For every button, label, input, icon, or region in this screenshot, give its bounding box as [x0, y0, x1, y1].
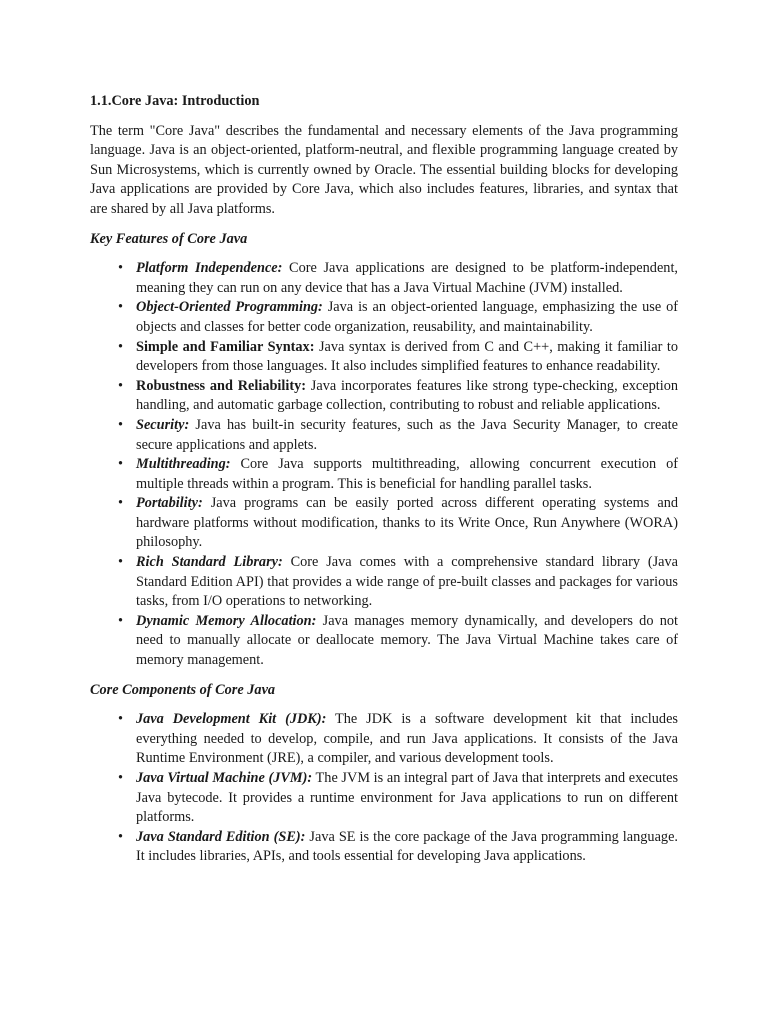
bullet-icon: • [118, 299, 124, 316]
list-item: • Java Virtual Machine (JVM): The JVM is an integral part of Java that interprets and executes Java bytecode. It provides a runtime environment for Java applications to run on different platforms. [118, 770, 679, 826]
bullet-icon: • [118, 416, 124, 433]
bullet-icon: • [118, 770, 124, 786]
list-item: • Security: Java has built-in security features, such as the Java Security Manager, to create secure applications and applets. [118, 416, 678, 453]
list-item: • Dynamic Memory Allocation: Java manages memory dynamically, and developers do not need to manually allocate or deallocate memory. The Java Virtual Machine takes care of memory management. [118, 612, 678, 669]
intro-paragraph: The term "Core Java" describes the fundamental and necessary elements of the Java programming language. Java is an object-oriented, platform-neutral, and flexible programming language created by Sun Microsystems, which is currently owned by Oracle. The essential building blocks for developing Java applications are provided by Core Java, which also includes features, libraries, and syntax that are shared by all Java platforms. [90, 122, 678, 217]
list-item: • Rich Standard Library: Core Java comes with a comprehensive standard library (Java Standard Edition API) that provides a wide range of pre-built classes and packages for various tasks, from I/O operations to networking. [118, 554, 678, 610]
bullet-icon: • [118, 456, 124, 473]
list-item: • Object-Oriented Programming: Java is an object-oriented language, emphasizing the use of objects and classes for better code organization, reusability, and maintainability. [118, 299, 678, 335]
list-item: • Multithreading: Core Java supports multithreading, allowing concurrent execution of multiple threads within a program. This is beneficial for handling parallel tasks. [118, 456, 678, 492]
list-item: • Portability: Java programs can be easily ported across different operating systems and hardware platforms without modification, thanks to its Write Once, Run Anywhere (WORA) philosophy. [118, 495, 678, 551]
document-page [90, 92, 678, 877]
bullet-icon: • [118, 828, 124, 845]
list-item: • Java Development Kit (JDK): The JDK is a software development kit that includes everything needed to develop, compile, and run Java applications. It consists of the Java Runtime Environment (JRE), a compiler, and various development tools. [118, 711, 678, 767]
bullet-icon: • [118, 338, 124, 355]
components-heading: Core Components of Core Java [90, 681, 276, 698]
list-item: • Java Standard Edition (SE): Java SE is the core package of the Java programming language. It includes libraries, APIs, and tools essential for developing Java applications. [118, 828, 678, 865]
list-item: • Platform Independence: Core Java applications are designed to be platform-independent, meaning they can run on any device that has a Java Virtual Machine (JVM) installed. [118, 260, 678, 296]
list-item: • Simple and Familiar Syntax: Java syntax is derived from C and C++, making it familiar to developers from those languages. It also includes simplified features to enhance readability. [118, 338, 678, 375]
bullet-icon: • [118, 495, 124, 512]
section-title: 1.1.Core Java: Introduction [90, 93, 260, 109]
bullet-icon: • [118, 612, 124, 629]
features-heading: Key Features of Core Java [90, 230, 248, 247]
bullet-icon: • [118, 554, 124, 571]
list-item: • Robustness and Reliability: Java incorporates features like strong type-checking, exception handling, and automatic garbage collection, contributing to robust and reliable applications. [118, 377, 678, 414]
bullet-icon: • [118, 711, 124, 728]
features-list [90, 259, 678, 670]
bullet-icon: • [118, 377, 124, 394]
bullet-icon: • [118, 260, 124, 277]
components-list [90, 710, 678, 867]
